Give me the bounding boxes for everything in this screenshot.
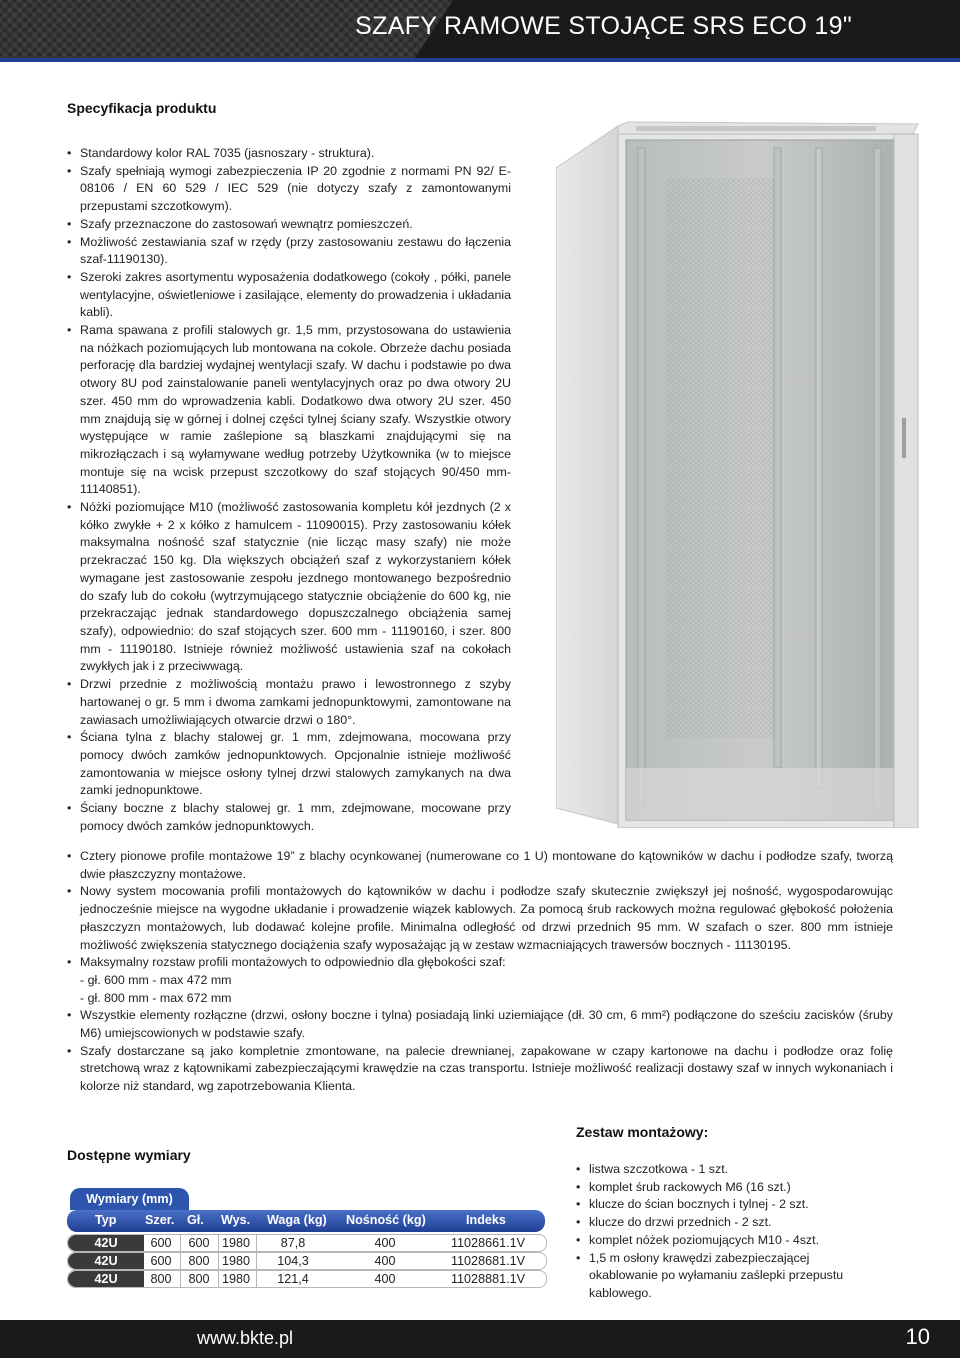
spec-list xyxy=(67,145,511,835)
table-row xyxy=(67,1270,547,1288)
col-width: Szer. xyxy=(145,1213,175,1227)
spec-item: • Szeroki zakres asortymentu wyposażenia dodatkowego (cokoły , półki, panele wentylacyjne, oświetleniowe i zasilające, elementy do prowadzenia i układania kabli). xyxy=(67,269,511,322)
header-accent-line xyxy=(0,58,960,62)
col-type: Typ xyxy=(95,1213,117,1227)
kit-item: • listwa szczotkowa - 1 szt. xyxy=(576,1161,876,1179)
cell-width: 800 xyxy=(150,1272,172,1286)
cell-width: 600 xyxy=(150,1236,172,1250)
spec-item: • Ściana tylna z blachy stalowej gr. 1 mm, zdejmowana, mocowana przy pomocy dwóch zamków jednopunktowych. Opcjonalnie istnieje możliwość zamontowania w miejsce osłony tylnej drzwi stalowych zamykanych na dwa zamki jednopunktowe. xyxy=(67,729,511,800)
available-title: Dostępne wymiary xyxy=(67,1147,191,1163)
cell-load: 400 xyxy=(374,1236,396,1250)
cell-load: 400 xyxy=(374,1272,396,1286)
feature-item: • Nowy system mocowania profili montażowych do kątowników w dachu i podłodze szafy skutecznie zwiększył jej nośność, wygospodarowując jednocześnie miejsce na wygodne układanie i prowadzenie wiązek kablowych. Za pomocą śrub rackowych można regulować głębokość położenia płaszczyzn montażowych, lub dodawać kolejne profile. Minimalna odległość od drzwi przednich 95 mm. W szafach o szer. 800 mm istnieje możliwość zwiększenia statycznego dociążenia szafy wyposażając ją w zestaw wzmacniających trawersów bocznych - 11130195. xyxy=(67,883,893,954)
page-number: 10 xyxy=(905,1324,930,1349)
kit-item: • komplet śrub rackowych M6 (16 szt.) xyxy=(576,1179,876,1197)
page-footer xyxy=(0,1320,960,1358)
cell-weight: 104,3 xyxy=(277,1254,309,1268)
col-index: Indeks xyxy=(466,1213,506,1227)
feature-item: • Maksymalny rozstaw profili montażowych to odpowiednio dla głębokości szaf: - gł. 600 mm - max 472 mm - gł. 800 mm - max 672 mm xyxy=(67,954,893,1007)
cell-height: 1980 xyxy=(221,1254,251,1268)
feature-item: • Cztery pionowe profile montażowe 19” z blachy ocynkowanej (numerowane co 1 U) montowane do kątowników w dachu i podłodze szafy, tworzą dwie płaszczyzny montażowe. xyxy=(67,848,893,883)
cell-index: 11028681.1V xyxy=(450,1254,525,1268)
cell-width: 600 xyxy=(150,1254,172,1268)
spec-title: Specyfikacja produktu xyxy=(67,100,217,116)
cell-type: 42U xyxy=(68,1253,144,1269)
spec-item: • Standardowy kolor RAL 7035 (jasnoszary - struktura). xyxy=(67,145,511,163)
kit-list xyxy=(576,1161,876,1303)
kit-item: • komplet nóżek poziomujących M10 - 4szt. xyxy=(576,1232,876,1250)
cell-index: 11028661.1V xyxy=(450,1236,525,1250)
cell-depth: 800 xyxy=(188,1272,210,1286)
kit-item: • klucze do ścian bocznych i tylnej - 2 szt. xyxy=(576,1196,876,1214)
cell-load: 400 xyxy=(374,1254,396,1268)
page-title: SZAFY RAMOWE STOJĄCE SRS ECO 19" xyxy=(355,12,852,40)
table-row xyxy=(67,1234,547,1252)
spec-item: • Szafy przeznaczone do zastosowań wewnątrz pomieszczeń. xyxy=(67,216,511,234)
dims-group-label: Wymiary (mm) xyxy=(70,1188,189,1210)
table-header xyxy=(67,1210,545,1232)
spec-item: • Drzwi przednie z możliwością montażu prawo i lewostronnego z szyby hartowanej o gr. 5 mm i dwoma zamkami jednopunktowymi, zamontowane na zawiasach umożliwiających otwarcie drzwi o 180°. xyxy=(67,676,511,729)
cell-index: 11028881.1V xyxy=(450,1272,525,1286)
cell-depth: 800 xyxy=(188,1254,210,1268)
cell-height: 1980 xyxy=(221,1236,251,1250)
spec-item: • Rama spawana z profili stalowych gr. 1,5 mm, przystosowana do ustawienia na nóżkach poziomujących lub montowana na cokole. Obrzeże dachu posiada perforację dla bardziej wydajnej wentylacji szafy. W dachu i podstawie po dwa otwory 8U pod zainstalowanie paneli wentylacyjnych oraz po dwa otwory 2U szer. 450 mm do wprowadzenia kabli. Dodatkowo dwa otwory 2U szer. 450 mm znajdują się w górnej i dolnej części tylnej ściany szafy. Wszystkie otwory występujące w ramie zaślepione są blaszkami znajdującymi się na mikrozłączach i są wyłamywane według potrzeby Użytkownika (w to miejsce montuje się na wcisk przepust szczotkowy do szaf stojących 90/450 mm- 11140851). xyxy=(67,322,511,499)
spec-item: • Szafy spełniają wymogi zabezpieczenia IP 20 zgodnie z normami PN 92/ E-08106 / EN 60 529 / IEC 529 (nie dotyczy szafy z zamontowanymi przepustami szczotkowym). xyxy=(67,163,511,216)
kit-title: Zestaw montażowy: xyxy=(576,1124,709,1140)
feature-subitem: - gł. 600 mm - max 472 mm xyxy=(80,972,232,987)
table-row xyxy=(67,1252,547,1270)
col-weight: Waga (kg) xyxy=(267,1213,327,1227)
spec-item: • Nóżki poziomujące M10 (możliwość zastosowania kompletu kół jezdnych (2 x kółko zwykłe + 2 x kółko z hamulcem - 11090015). Przy zastosowaniu kółek maksymalna nośność szaf statycznie (nie licząc masy szafy) nie może przekraczać 150 kg. Dla większych obciążeń szaf z wykorzystaniem kółek wymagane jest zastosowanie zespołu jezdnego montowanego bezpośrednio do szafy lub do cokołu (wytrzymującego statycznie obciążenie do 600 kg, nie przekraczając jednak standardowego dopuszczalnego obciążenia samej szafy), odpowiednio: do szaf stojących szer. 600 mm - 11190160, i szer. 800 mm - 11190180. Istnieje również możliwość ustawienia szaf na cokołach zwykłych jak i z przeciwwagą. xyxy=(67,499,511,676)
page-header xyxy=(0,0,960,62)
kit-item: • klucze do drzwi przednich - 2 szt. xyxy=(576,1214,876,1232)
cell-weight: 121,4 xyxy=(277,1272,309,1286)
feature-item: • Wszystkie elementy rozłączne (drzwi, osłony boczne i tylna) posiadają linki uziemiające (dł. 30 cm, 6 mm²) podłączone do sześciu zacisków (śruby M6) umiejscowionych w podstawie szafy. xyxy=(67,1007,893,1042)
col-load: Nośność (kg) xyxy=(346,1213,426,1227)
footer-url[interactable]: www.bkte.pl xyxy=(197,1328,294,1348)
cell-type: 42U xyxy=(68,1235,144,1251)
spec-item: • Ściany boczne z blachy stalowej gr. 1 mm, zdejmowane, mocowane przy pomocy dwóch zamków jednopunktowych. xyxy=(67,800,511,835)
cell-depth: 600 xyxy=(188,1236,210,1250)
feature-subitem: - gł. 800 mm - max 672 mm xyxy=(80,990,232,1005)
cabinet-image xyxy=(556,118,936,828)
cell-type: 42U xyxy=(68,1271,144,1287)
cell-weight: 87,8 xyxy=(280,1236,306,1250)
col-depth: Gł. xyxy=(187,1213,204,1227)
spec-item: • Możliwość zestawiania szaf w rzędy (przy zastosowaniu zestawu do łączenia szaf-11190130). xyxy=(67,234,511,269)
col-height: Wys. xyxy=(221,1213,251,1227)
cell-height: 1980 xyxy=(221,1272,251,1286)
features-list xyxy=(67,848,893,1096)
feature-item: • Szafy dostarczane są jako kompletnie zmontowane, na palecie drewnianej, zapakowane w czapy kartonowe na dachu i podłodze oraz folię stretchową wraz z kątownikami zabezpieczającymi krawędzie na czas transportu. Istnieje możliwość realizacji dostawy szaf w innych wykonaniach i kolorze niż standard, wg zapotrzebowania Klienta. xyxy=(67,1043,893,1096)
kit-item: • 1,5 m osłony krawędzi zabezpieczającej okablowanie po wyłamaniu zaślepki przepustu kablowego. xyxy=(576,1250,876,1303)
